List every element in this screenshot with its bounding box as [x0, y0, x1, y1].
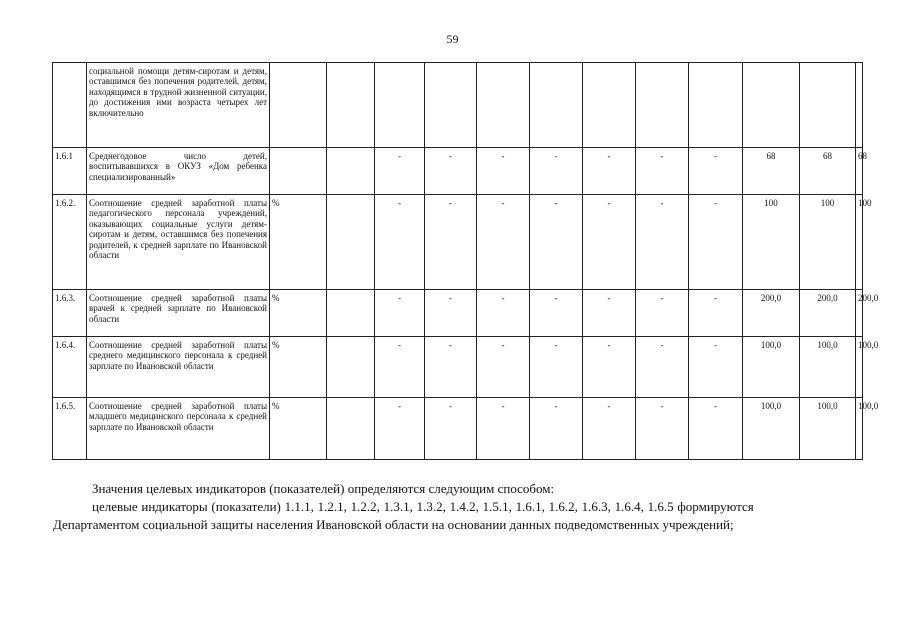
row-number: 1.6.4. — [53, 337, 87, 398]
row-number: 1.6.1 — [53, 148, 87, 195]
indicators-table — [52, 62, 879, 460]
value-cell: 68 — [856, 148, 863, 195]
value-cell: - — [477, 337, 530, 398]
value-cell — [327, 337, 375, 398]
value-cell: - — [375, 148, 425, 195]
value-cell: - — [689, 148, 743, 195]
value-cell: 100,0 — [856, 398, 863, 460]
value-cell: - — [425, 398, 477, 460]
table-row — [53, 337, 863, 398]
paragraph-intro: Значения целевых индикаторов (показателей) определяются следующим способом: — [92, 481, 555, 496]
value-cell: 100 — [856, 195, 863, 290]
indicator-name: социальной помощи детям-сиротам и детям, оставшимся без попечения родителей, детям, находящимся в трудной жизненной ситуации, до достижения ими возраста четырех лет включительно — [87, 63, 270, 148]
unit-cell: % — [270, 290, 327, 337]
value-cell: - — [375, 398, 425, 460]
unit-cell: % — [270, 398, 327, 460]
value-cell: 68 — [743, 148, 800, 195]
value-cell: - — [375, 195, 425, 290]
value-cell: - — [425, 290, 477, 337]
value-cell: - — [425, 195, 477, 290]
value-cell — [743, 63, 800, 148]
page-number: 59 — [446, 32, 459, 46]
value-cell — [636, 63, 689, 148]
value-cell: - — [636, 337, 689, 398]
value-cell: - — [425, 337, 477, 398]
value-cell: - — [636, 148, 689, 195]
value-cell: - — [425, 148, 477, 195]
table-row — [53, 63, 863, 148]
unit-cell: % — [270, 337, 327, 398]
value-cell: - — [477, 398, 530, 460]
value-cell: - — [477, 195, 530, 290]
table-row — [53, 195, 863, 290]
unit-cell — [270, 63, 327, 148]
value-cell: 100,0 — [856, 337, 863, 398]
value-cell — [800, 63, 856, 148]
value-cell — [425, 63, 477, 148]
value-cell: - — [583, 337, 636, 398]
value-cell: 100,0 — [800, 337, 856, 398]
value-cell: - — [530, 290, 583, 337]
indicator-name: Соотношение средней заработной платы младшего медицинского персонала к средней зарплате по Ивановской области — [87, 398, 270, 460]
value-cell: - — [375, 337, 425, 398]
value-cell: 100,0 — [743, 337, 800, 398]
value-cell: - — [530, 398, 583, 460]
value-cell: - — [530, 337, 583, 398]
value-cell — [689, 63, 743, 148]
value-cell — [327, 148, 375, 195]
value-cell — [327, 63, 375, 148]
unit-cell: % — [270, 195, 327, 290]
value-cell: 200,0 — [856, 290, 863, 337]
value-cell: 68 — [800, 148, 856, 195]
table-row — [53, 290, 863, 337]
value-cell — [327, 195, 375, 290]
value-cell: - — [636, 290, 689, 337]
value-cell: - — [583, 148, 636, 195]
value-cell: - — [477, 148, 530, 195]
value-cell — [530, 63, 583, 148]
paragraph-indicators: целевые индикаторы (показатели) 1.1.1, 1.2.1, 1.2.2, 1.3.1, 1.3.2, 1.4.2, 1.5.1, 1.6.1, 1.6.2, 1.6.3, 1.6.4, 1.6.5 формируются — [92, 499, 754, 514]
value-cell: - — [689, 290, 743, 337]
value-cell: - — [689, 398, 743, 460]
value-cell: - — [530, 195, 583, 290]
paragraph-department: Департаментом социальной защиты населения Ивановской области на основании данных подведомственных учреждений; — [53, 517, 734, 532]
indicator-name: Соотношение средней заработной платы среднего медицинского персонала к средней зарплате по Ивановской области — [87, 337, 270, 398]
unit-cell — [270, 148, 327, 195]
value-cell: 100,0 — [743, 398, 800, 460]
row-number: 1.6.2. — [53, 195, 87, 290]
value-cell: 200,0 — [743, 290, 800, 337]
row-number — [53, 63, 87, 148]
table-row — [53, 148, 863, 195]
value-cell: - — [583, 290, 636, 337]
row-number: 1.6.5. — [53, 398, 87, 460]
value-cell: 100 — [743, 195, 800, 290]
value-cell — [583, 63, 636, 148]
value-cell — [375, 63, 425, 148]
value-cell: - — [689, 195, 743, 290]
value-cell: - — [530, 148, 583, 195]
value-cell: - — [375, 290, 425, 337]
indicator-name: Среднегодовое число детей, воспитывавшихся в ОКУЗ «Дом ребенка специализированный» — [87, 148, 270, 195]
value-cell — [856, 63, 863, 148]
indicator-name: Соотношение средней заработной платы врачей к средней зарплате по Ивановской области — [87, 290, 270, 337]
value-cell: 100,0 — [800, 398, 856, 460]
value-cell: 100 — [800, 195, 856, 290]
value-cell — [477, 63, 530, 148]
value-cell: - — [477, 290, 530, 337]
value-cell: - — [583, 195, 636, 290]
value-cell — [327, 398, 375, 460]
value-cell: - — [636, 195, 689, 290]
indicator-name: Соотношение средней заработной платы педагогического персонала учреждений, оказывающих социальные услуги детям-сиротам и детям, оставшимся без попечения родителей, к средней зарплате по Ивановской области — [87, 195, 270, 290]
value-cell: 200,0 — [800, 290, 856, 337]
value-cell — [327, 290, 375, 337]
table-row — [53, 398, 863, 460]
value-cell: - — [636, 398, 689, 460]
value-cell: - — [583, 398, 636, 460]
value-cell: - — [689, 337, 743, 398]
row-number: 1.6.3. — [53, 290, 87, 337]
